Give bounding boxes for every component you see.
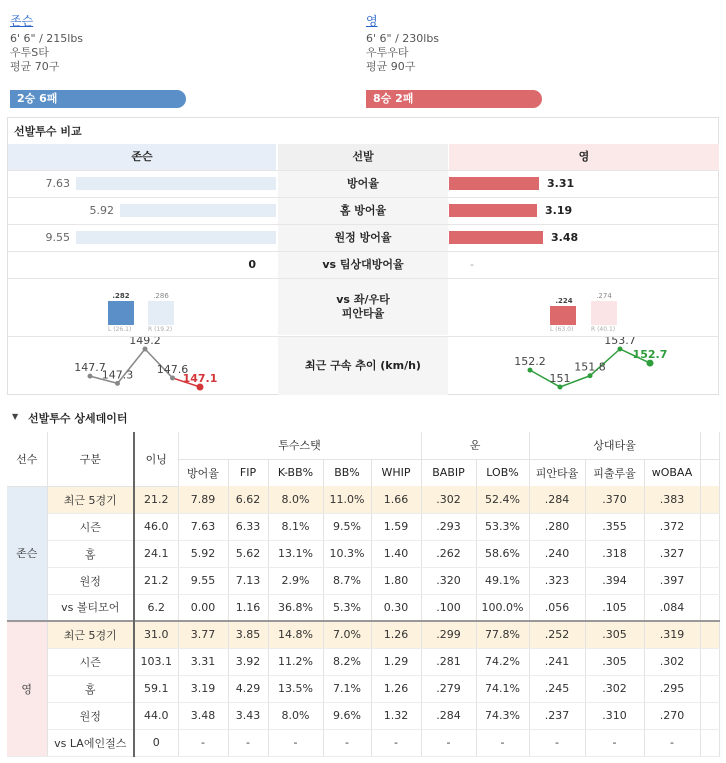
- right-pitcher-name[interactable]: 영: [366, 14, 378, 28]
- left-pitcher-avg-pitch: 평균 70구: [10, 60, 60, 73]
- table-row: [7, 729, 719, 756]
- stat-cell: 49.1%: [476, 567, 529, 594]
- right-pitcher-avg-pitch: 평균 90구: [366, 60, 416, 73]
- category-cell: 홈: [47, 540, 134, 567]
- right-split-r-val: .274: [596, 292, 612, 300]
- th-col[interactable]: FIP: [228, 459, 268, 486]
- table-row: [7, 648, 719, 675]
- stat-cell: 1.16: [228, 594, 268, 621]
- velocity-point: [528, 368, 533, 373]
- stat-cell: .383: [644, 486, 700, 513]
- stat-cell: 9.6%: [323, 702, 371, 729]
- stat-cell: 74.1%: [476, 675, 529, 702]
- table-row: [7, 567, 719, 594]
- velocity-point: [558, 385, 563, 390]
- velocity-label: 153.7: [604, 337, 636, 347]
- stat-cell: .284: [421, 702, 476, 729]
- category-cell: 최근 5경기: [47, 621, 134, 648]
- compare-title: 선발투수 비교: [14, 125, 82, 138]
- stat-cell: 2.9%: [268, 567, 323, 594]
- compare-right-bar: [449, 177, 539, 190]
- stat-cell: 5.3%: [323, 594, 371, 621]
- stat-cell: 58.6%: [476, 540, 529, 567]
- stat-cell: .299: [421, 621, 476, 648]
- stat-cell: -: [323, 729, 371, 756]
- stat-cell: 11.2%: [268, 648, 323, 675]
- collapse-icon[interactable]: ▼: [12, 412, 19, 421]
- right-velocity-chart: [510, 337, 670, 395]
- velocity-label: 151: [549, 372, 571, 385]
- compare-left-bar: [76, 177, 276, 190]
- compare-row-label: 원정 방어율: [278, 225, 448, 251]
- th-col[interactable]: 피안타율: [529, 459, 585, 486]
- velocity-label: 147.6: [156, 362, 189, 376]
- stat-cell: .305: [585, 621, 644, 648]
- stat-cell: .320: [421, 567, 476, 594]
- stat-cell: .280: [529, 513, 585, 540]
- stat-cell: 13.5%: [268, 675, 323, 702]
- stat-cell: 8.0%: [268, 702, 323, 729]
- stat-cell: 11.0%: [323, 486, 371, 513]
- player-cell: 존슨: [7, 486, 47, 621]
- stat-cell: .284: [529, 486, 585, 513]
- velocity-label: 151.8: [574, 360, 606, 374]
- th-innings: 이닝: [134, 432, 178, 486]
- stat-cell: 8.7%: [323, 567, 371, 594]
- left-split-l-bar: [108, 301, 134, 325]
- left-pitcher-record: 2승 6패: [10, 90, 186, 108]
- compare-left-value: 9.55: [45, 231, 70, 244]
- compare-right-value: 3.48: [551, 231, 579, 244]
- stat-cell: .252: [529, 621, 585, 648]
- velocity-label: 149.2: [129, 337, 161, 347]
- detail-title: 선발투수 상세데이터: [28, 412, 128, 425]
- compare-right-value: 3.31: [547, 177, 575, 190]
- left-pitcher-body: 6' 6" / 215lbs: [10, 32, 84, 45]
- left-pitcher-name[interactable]: 존슨: [10, 14, 34, 28]
- compare-row-label: vs 팀상대방어율: [278, 252, 448, 278]
- velocity-label: 147.1: [182, 372, 218, 385]
- stat-cell: -: [268, 729, 323, 756]
- stat-cell: 1.26: [371, 621, 421, 648]
- th-opp: 상대타율: [529, 432, 700, 459]
- stat-cell: 3.77: [178, 621, 228, 648]
- stat-cell: 9.55: [178, 567, 228, 594]
- stat-cell: 1.26: [371, 675, 421, 702]
- th-col[interactable]: K-BB%: [268, 459, 323, 486]
- stat-cell: 3.48: [178, 702, 228, 729]
- th-col[interactable]: BABIP: [421, 459, 476, 486]
- velocity-label: 152.7: [632, 348, 668, 362]
- stat-cell: 52.4%: [476, 486, 529, 513]
- category-cell: 홈: [47, 675, 134, 702]
- stat-cell: 1.29: [371, 648, 421, 675]
- th-col[interactable]: BB%: [323, 459, 371, 486]
- table-row: [7, 675, 719, 702]
- stat-cell: 3.31: [178, 648, 228, 675]
- compare-left-bar: [120, 204, 276, 217]
- table-row: [7, 513, 719, 540]
- compare-row-label: 홈 방어율: [278, 198, 448, 224]
- right-split-l-sub: L (63.0): [550, 326, 574, 333]
- stat-cell: 5.62: [228, 540, 268, 567]
- left-split-r-sub: R (19.2): [148, 326, 173, 333]
- category-cell: 원정: [47, 567, 134, 594]
- stat-cell: 3.43: [228, 702, 268, 729]
- category-cell: vs 볼티모어: [47, 594, 134, 621]
- stat-cell: .302: [644, 648, 700, 675]
- stat-cell: 14.8%: [268, 621, 323, 648]
- stat-cell: -: [644, 729, 700, 756]
- stat-cell: 7.89: [178, 486, 228, 513]
- stat-cell: 100.0%: [476, 594, 529, 621]
- left-split-l-sub: L (26.1): [108, 326, 132, 333]
- stat-cell: 6.33: [228, 513, 268, 540]
- velocity-label: 147.7: [74, 361, 106, 375]
- right-pitcher-body: 6' 6" / 230lbs: [366, 32, 440, 45]
- stat-cell: 7.13: [228, 567, 268, 594]
- stat-cell: .323: [529, 567, 585, 594]
- stat-cell: -: [178, 729, 228, 756]
- split-label: vs 좌/우타 피안타율: [278, 279, 448, 335]
- compare-right-bar: [449, 231, 543, 244]
- category-cell: 최근 5경기: [47, 486, 134, 513]
- stat-cell: .270: [644, 702, 700, 729]
- compare-left-bar: [76, 231, 276, 244]
- stat-cell: .370: [585, 486, 644, 513]
- stat-cell: .084: [644, 594, 700, 621]
- innings-cell: 44.0: [134, 702, 178, 729]
- th-col[interactable]: 방어율: [178, 459, 228, 486]
- stat-cell: .394: [585, 567, 644, 594]
- innings-cell: 6.2: [134, 594, 178, 621]
- stat-cell: .100: [421, 594, 476, 621]
- left-split-r-bar: [148, 301, 174, 325]
- th-col[interactable]: WHIP: [371, 459, 421, 486]
- velocity-point: [88, 374, 93, 379]
- th-category: 구분: [47, 432, 134, 486]
- velocity-point: [170, 375, 175, 380]
- left-split-r-val: .286: [153, 292, 169, 300]
- innings-cell: 21.2: [134, 486, 178, 513]
- compare-right-value: 3.19: [545, 204, 573, 217]
- stat-cell: -: [529, 729, 585, 756]
- th-stats: 투수스탯: [178, 432, 421, 459]
- compare-row-label: 방어율: [278, 171, 448, 197]
- stat-cell: .056: [529, 594, 585, 621]
- table-row: [7, 486, 719, 513]
- stat-cell: 7.1%: [323, 675, 371, 702]
- compare-right-value: -: [470, 258, 474, 271]
- th-col[interactable]: LOB%: [476, 459, 529, 486]
- table-row: [7, 594, 719, 621]
- stat-cell: 77.8%: [476, 621, 529, 648]
- stat-cell: -: [228, 729, 268, 756]
- compare-right-bar: [449, 204, 537, 217]
- stat-cell: 8.2%: [323, 648, 371, 675]
- stat-cell: .327: [644, 540, 700, 567]
- stat-cell: .245: [529, 675, 585, 702]
- innings-cell: 46.0: [134, 513, 178, 540]
- stat-cell: 1.32: [371, 702, 421, 729]
- stat-cell: 7.0%: [323, 621, 371, 648]
- th-col[interactable]: 피출루율: [585, 459, 644, 486]
- stat-cell: 1.59: [371, 513, 421, 540]
- th-luck: 운: [421, 432, 529, 459]
- stat-cell: 8.1%: [268, 513, 323, 540]
- th-col[interactable]: wOBAA: [644, 459, 700, 486]
- stat-cell: .302: [585, 675, 644, 702]
- category-cell: 시즌: [47, 648, 134, 675]
- right-pitcher-hand: 우투우타: [366, 46, 409, 59]
- stat-cell: .237: [529, 702, 585, 729]
- stat-cell: 7.63: [178, 513, 228, 540]
- stat-cell: 3.92: [228, 648, 268, 675]
- stat-cell: 9.5%: [323, 513, 371, 540]
- stat-cell: 1.80: [371, 567, 421, 594]
- stat-cell: .240: [529, 540, 585, 567]
- stat-cell: -: [371, 729, 421, 756]
- stat-cell: .318: [585, 540, 644, 567]
- right-split-l-bar: [550, 306, 576, 325]
- stat-cell: .355: [585, 513, 644, 540]
- stat-cell: 4.29: [228, 675, 268, 702]
- table-row: [7, 702, 719, 729]
- left-pitcher-hand: 우투S타: [10, 46, 49, 59]
- compare-left-value: 0: [248, 258, 256, 271]
- innings-cell: 59.1: [134, 675, 178, 702]
- stat-cell: 1.66: [371, 486, 421, 513]
- stat-cell: 74.2%: [476, 648, 529, 675]
- category-cell: 시즌: [47, 513, 134, 540]
- stat-cell: 0.30: [371, 594, 421, 621]
- stat-cell: .293: [421, 513, 476, 540]
- stat-cell: 13.1%: [268, 540, 323, 567]
- detail-table: [7, 432, 720, 757]
- player-cell: 영: [7, 621, 47, 756]
- right-split-l-val: .224: [555, 297, 573, 305]
- velocity-label: 147.3: [101, 368, 134, 382]
- right-split-r-sub: R (40.1): [591, 326, 616, 333]
- stat-cell: 53.3%: [476, 513, 529, 540]
- velocity-point: [115, 381, 120, 386]
- stat-cell: 5.92: [178, 540, 228, 567]
- velocity-point: [143, 347, 148, 352]
- stat-cell: .281: [421, 648, 476, 675]
- category-cell: 원정: [47, 702, 134, 729]
- compare-center-header: 선발: [278, 144, 448, 170]
- stat-cell: .262: [421, 540, 476, 567]
- velocity-point: [618, 347, 623, 352]
- stat-cell: -: [585, 729, 644, 756]
- stat-cell: -: [476, 729, 529, 756]
- velocity-label: 152.2: [514, 355, 546, 369]
- left-split-l-val: .282: [112, 292, 130, 300]
- stat-cell: .372: [644, 513, 700, 540]
- stat-cell: -: [421, 729, 476, 756]
- stat-cell: 3.19: [178, 675, 228, 702]
- stat-cell: .241: [529, 648, 585, 675]
- compare-right-header: 영: [449, 144, 719, 170]
- stat-cell: .310: [585, 702, 644, 729]
- stat-cell: .302: [421, 486, 476, 513]
- innings-cell: 103.1: [134, 648, 178, 675]
- category-cell: vs LA에인절스: [47, 729, 134, 756]
- compare-left-value: 7.63: [45, 177, 70, 190]
- right-split-r-bar: [591, 301, 617, 325]
- stat-cell: 3.85: [228, 621, 268, 648]
- stat-cell: 6.62: [228, 486, 268, 513]
- stat-cell: .305: [585, 648, 644, 675]
- stat-cell: 1.40: [371, 540, 421, 567]
- stat-cell: .105: [585, 594, 644, 621]
- innings-cell: 0: [134, 729, 178, 756]
- innings-cell: 21.2: [134, 567, 178, 594]
- stat-cell: .295: [644, 675, 700, 702]
- velocity-point: [588, 373, 593, 378]
- table-row: [7, 621, 719, 648]
- stat-cell: .319: [644, 621, 700, 648]
- th-pitcher: 선수: [7, 432, 47, 486]
- stat-cell: 36.8%: [268, 594, 323, 621]
- stat-cell: .397: [644, 567, 700, 594]
- innings-cell: 31.0: [134, 621, 178, 648]
- left-velocity-chart: [70, 337, 220, 395]
- stat-cell: 74.3%: [476, 702, 529, 729]
- stat-cell: 8.0%: [268, 486, 323, 513]
- compare-left-value: 5.92: [89, 204, 114, 217]
- velo-label: 최근 구속 추이 (km/h): [278, 337, 448, 395]
- right-pitcher-record: 8승 2패: [366, 90, 542, 108]
- stat-cell: 10.3%: [323, 540, 371, 567]
- stat-cell: .279: [421, 675, 476, 702]
- table-row: [7, 540, 719, 567]
- compare-left-header: 존슨: [8, 144, 276, 170]
- innings-cell: 24.1: [134, 540, 178, 567]
- stat-cell: 0.00: [178, 594, 228, 621]
